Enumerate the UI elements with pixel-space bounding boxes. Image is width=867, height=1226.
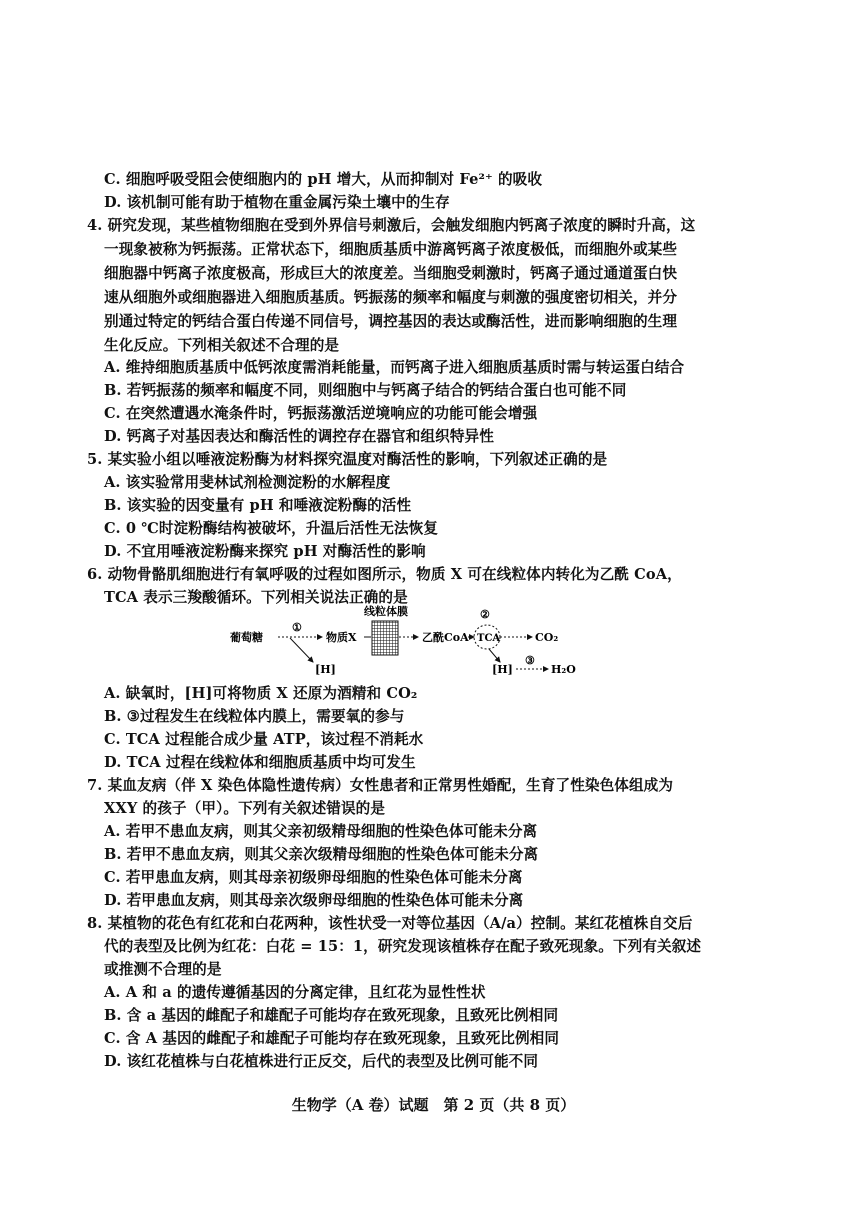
q4-option-b: B. 若钙振荡的频率和幅度不同，则细胞中与钙离子结合的钙结合蛋白也可能不同 — [104, 382, 627, 399]
mitochondrial-membrane — [372, 621, 398, 655]
membrane-label: 线粒体膜 — [364, 605, 408, 618]
q6-option-d: D. TCA 过程在线粒体和细胞质基质中均可发生 — [104, 754, 416, 771]
q6-option-b: B. ③过程发生在线粒体内膜上，需要氧的参与 — [104, 708, 405, 725]
q4-option-d: D. 钙离子对基因表达和酶活性的调控存在器官和组织特异性 — [104, 428, 494, 445]
q8-option-c: C. 含 A 基因的雌配子和雄配子可能均存在致死现象，且致死比例相同 — [104, 1030, 560, 1047]
q6-stem-line: 6. 动物骨骼肌细胞进行有氧呼吸的过程如图所示，物质 X 可在线粒体内转化为乙酰 CoA， — [87, 566, 682, 583]
q6-option-c: C. TCA 过程能合成少量 ATP，该过程不消耗水 — [104, 731, 424, 748]
x-label: 物质X — [326, 631, 357, 644]
q8-option-a: A. A 和 a 的遗传遵循基因的分离定律，且红花为显性性状 — [104, 984, 486, 1001]
q5-option-c: C. 0 ℃时淀粉酶结构被破坏，升温后活性无法恢复 — [104, 520, 439, 537]
q7-option-c: C. 若甲患血友病，则其母亲初级卵母细胞的性染色体可能未分离 — [104, 869, 523, 886]
q4-stem-line: 一现象被称为钙振荡。正常状态下，细胞质基质中游离钙离子浓度极低，而细胞外或某些 — [104, 241, 678, 258]
q7-option-a: A. 若甲不患血友病，则其父亲初级精母细胞的性染色体可能未分离 — [104, 823, 538, 840]
q7-option-b: B. 若甲不患血友病，则其父亲次级精母细胞的性染色体可能未分离 — [104, 846, 539, 863]
step3-label: ③ — [525, 654, 535, 667]
q8-stem-line: 代的表型及比例为红花：白花 = 15：1，研究发现该植株存在配子致死现象。下列有关叙述 — [104, 938, 702, 955]
glucose-label: 葡萄糖 — [230, 631, 263, 644]
h2-label: [H] — [492, 663, 513, 676]
step1-label: ① — [292, 621, 302, 634]
q4-stem-line: 速从细胞外或细胞器进入细胞质基质。钙振荡的频率和幅度与刺激的强度密切相关，并分 — [104, 289, 678, 306]
prev-option-c: C. 细胞呼吸受阻会使细胞内的 pH 增大，从而抑制对 Fe²⁺ 的吸收 — [104, 171, 543, 188]
q5-stem-line: 5. 某实验小组以唾液淀粉酶为材料探究温度对酶活性的影响，下列叙述正确的是 — [87, 451, 608, 468]
q4-stem-line: 别通过特定的钙结合蛋白传递不同信号，调控基因的表达或酶活性，进而影响细胞的生理 — [104, 313, 678, 330]
q4-option-c: C. 在突然遭遇水淹条件时，钙振荡激活逆境响应的功能可能会增强 — [104, 405, 538, 422]
q6-stem-line: TCA 表示三羧酸循环。下列相关说法正确的是 — [104, 589, 408, 606]
page-footer: 生物学（A 卷）试题 第 2 页（共 8 页） — [291, 1096, 576, 1114]
respiration-diagram — [230, 604, 610, 682]
arrow-to-h1 — [290, 638, 313, 662]
q6-option-a: A. 缺氧时，[H]可将物质 X 还原为酒精和 CO₂ — [104, 685, 418, 702]
h2o-label: H₂O — [551, 663, 576, 676]
h1-label: [H] — [315, 663, 336, 676]
q5-option-a: A. 该实验常用斐林试剂检测淀粉的水解程度 — [104, 474, 391, 491]
q7-stem-line: XXY 的孩子（甲）。下列有关叙述错误的是 — [104, 800, 386, 817]
q8-stem-line: 8. 某植物的花色有红花和白花两种，该性状受一对等位基因（A/a）控制。某红花植株自交后 — [87, 915, 693, 932]
q8-option-d: D. 该红花植株与白花植株进行正反交，后代的表型及比例可能不同 — [104, 1053, 539, 1070]
q7-stem-line: 7. 某血友病（伴 X 染色体隐性遗传病）女性患者和正常男性婚配，生育了性染色体组成为 — [87, 777, 674, 794]
co2-label: CO₂ — [535, 631, 559, 644]
q7-option-d: D. 若甲患血友病，则其母亲次级卵母细胞的性染色体可能未分离 — [104, 892, 524, 909]
q8-option-b: B. 含 a 基因的雌配子和雄配子可能均存在致死现象，且致死比例相同 — [104, 1007, 559, 1024]
arrow-tca-h2 — [489, 649, 500, 662]
q5-option-d: D. 不宜用唾液淀粉酶来探究 pH 对酶活性的影响 — [104, 543, 426, 560]
q4-option-a: A. 维持细胞质基质中低钙浓度需消耗能量，而钙离子进入细胞质基质时需与转运蛋白结合 — [104, 359, 685, 376]
q5-option-b: B. 该实验的因变量有 pH 和唾液淀粉酶的活性 — [104, 497, 412, 514]
step2-label: ② — [480, 608, 490, 621]
tca-label: TCA — [477, 633, 501, 644]
acetyl-coa-label: 乙酰CoA — [422, 631, 469, 644]
q8-stem-line: 或推测不合理的是 — [104, 961, 222, 978]
q4-stem-line: 生化反应。下列相关叙述不合理的是 — [104, 337, 340, 354]
q4-stem-line: 细胞器中钙离子浓度极高，形成巨大的浓度差。当细胞受刺激时，钙离子通过通道蛋白快 — [104, 265, 678, 282]
prev-option-d: D. 该机制可能有助于植物在重金属污染土壤中的生存 — [104, 194, 450, 211]
q4-stem-line: 4. 研究发现，某些植物细胞在受到外界信号刺激后，会触发细胞内钙离子浓度的瞬时升高，这 — [87, 217, 696, 234]
